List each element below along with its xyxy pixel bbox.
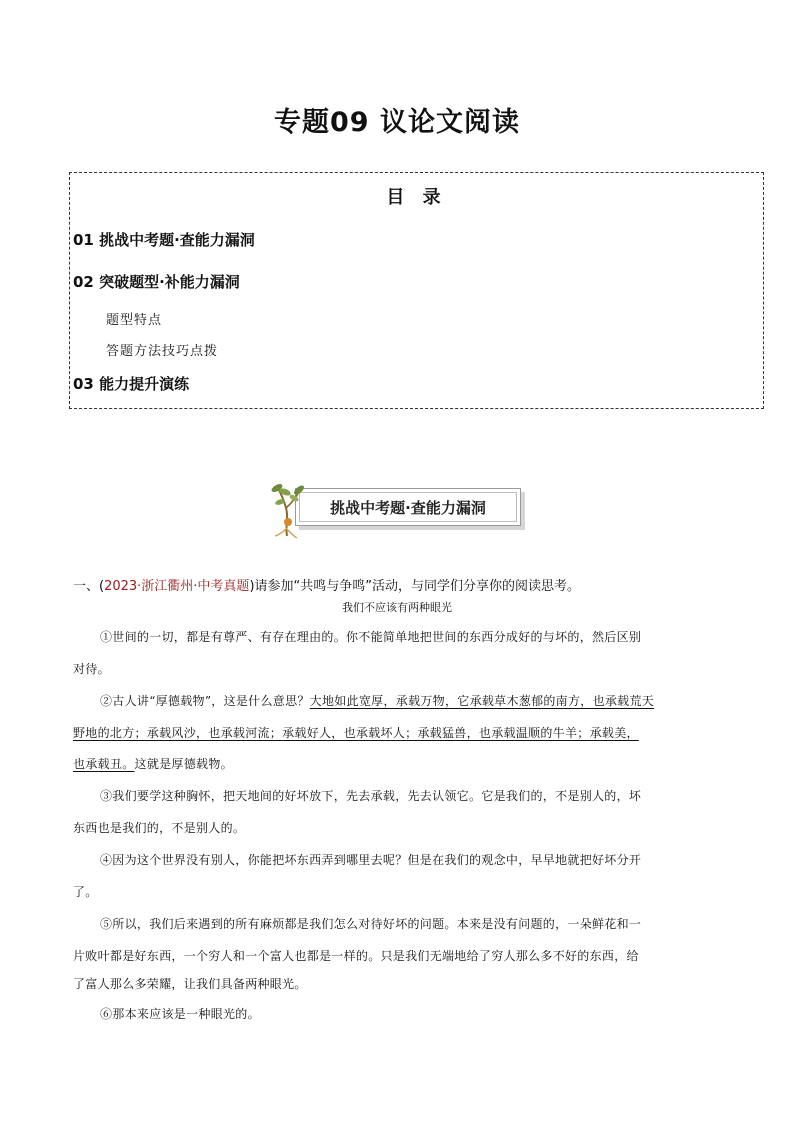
paragraph-line: ④因为这个世界没有别人，你能把坏东西弄到哪里去呢？但是在我们的观念中，早早地就把好坏分开 — [100, 853, 642, 867]
paragraph-line: ⑥那本来应该是一种眼光的。 — [100, 1007, 260, 1021]
paragraph-line — [73, 755, 233, 772]
toc-subitem-methods[interactable]: 答题方法技巧点拨 — [106, 344, 219, 359]
toc-item-02[interactable]: 02 突破题型·补能力漏洞 — [73, 273, 240, 291]
paragraph-line: 了富人那么多荣耀，让我们具备两种眼光。 — [73, 977, 307, 991]
toc-subitem-features[interactable]: 题型特点 — [106, 313, 163, 328]
page-title: 专题09 议论文阅读 — [274, 107, 520, 138]
section-banner — [265, 478, 527, 540]
paragraph-line: 片败叶都是好东西，一个穷人和一个富人也都是一样的。只是我们无端地给了穷人那么多不好的东西，给 — [73, 949, 639, 963]
article-title: 我们不应该有两种眼光 — [342, 601, 452, 614]
paragraph-line: 对待。 — [73, 662, 110, 676]
paragraph-line: ③我们要学这种胸怀，把天地间的好坏放下，先去承载，先去认领它。它是我们的，不是别人的，坏 — [100, 789, 642, 803]
toc-heading: 目 录 — [386, 187, 447, 208]
underlined-text: 大地如此宽厚，承载万物，它承载草木葱郁的南方，也承载荒天 — [309, 694, 655, 708]
paragraph-line: 了。 — [73, 885, 98, 899]
underlined-text: 也承载丑。 — [73, 757, 135, 771]
underlined-line: 野地的北方；承载风沙，也承载河流；承载好人，也承载坏人；承载猛兽，也承载温顺的牛羊；承载美， — [73, 726, 639, 740]
paragraph-line — [100, 692, 654, 709]
question-line — [73, 575, 580, 594]
question-prefix: 一、( — [73, 579, 105, 594]
banner-plate — [295, 488, 521, 526]
table-of-contents — [69, 172, 764, 409]
paragraph-line: ⑤所以，我们后来遇到的所有麻烦都是我们怎么对待好坏的问题。本来是没有问题的，一朵鲜花和一 — [100, 917, 642, 931]
paragraph-line: ①世间的一切，都是有尊严、有存在理由的。你不能简单地把世间的东西分成好的与坏的，然后区别 — [100, 630, 642, 644]
banner-text: 挑战中考题·查能力漏洞 — [330, 499, 486, 517]
toc-item-01[interactable]: 01 挑战中考题·查能力漏洞 — [73, 231, 255, 249]
toc-item-03[interactable]: 03 能力提升演练 — [73, 375, 190, 393]
question-source: 2023·浙江衢州·中考真题 — [104, 579, 250, 594]
ginseng-plant-icon — [265, 478, 309, 540]
paragraph-text: ②古人讲“厚德载物”，这是什么意思？ — [100, 694, 310, 708]
paragraph-line: 东西也是我们的，不是别人的。 — [73, 821, 246, 835]
paragraph-text: 这就是厚德载物。 — [134, 757, 233, 771]
question-prompt: )请参加“共鸣与争鸣”活动，与同学们分享你的阅读思考。 — [249, 579, 580, 594]
